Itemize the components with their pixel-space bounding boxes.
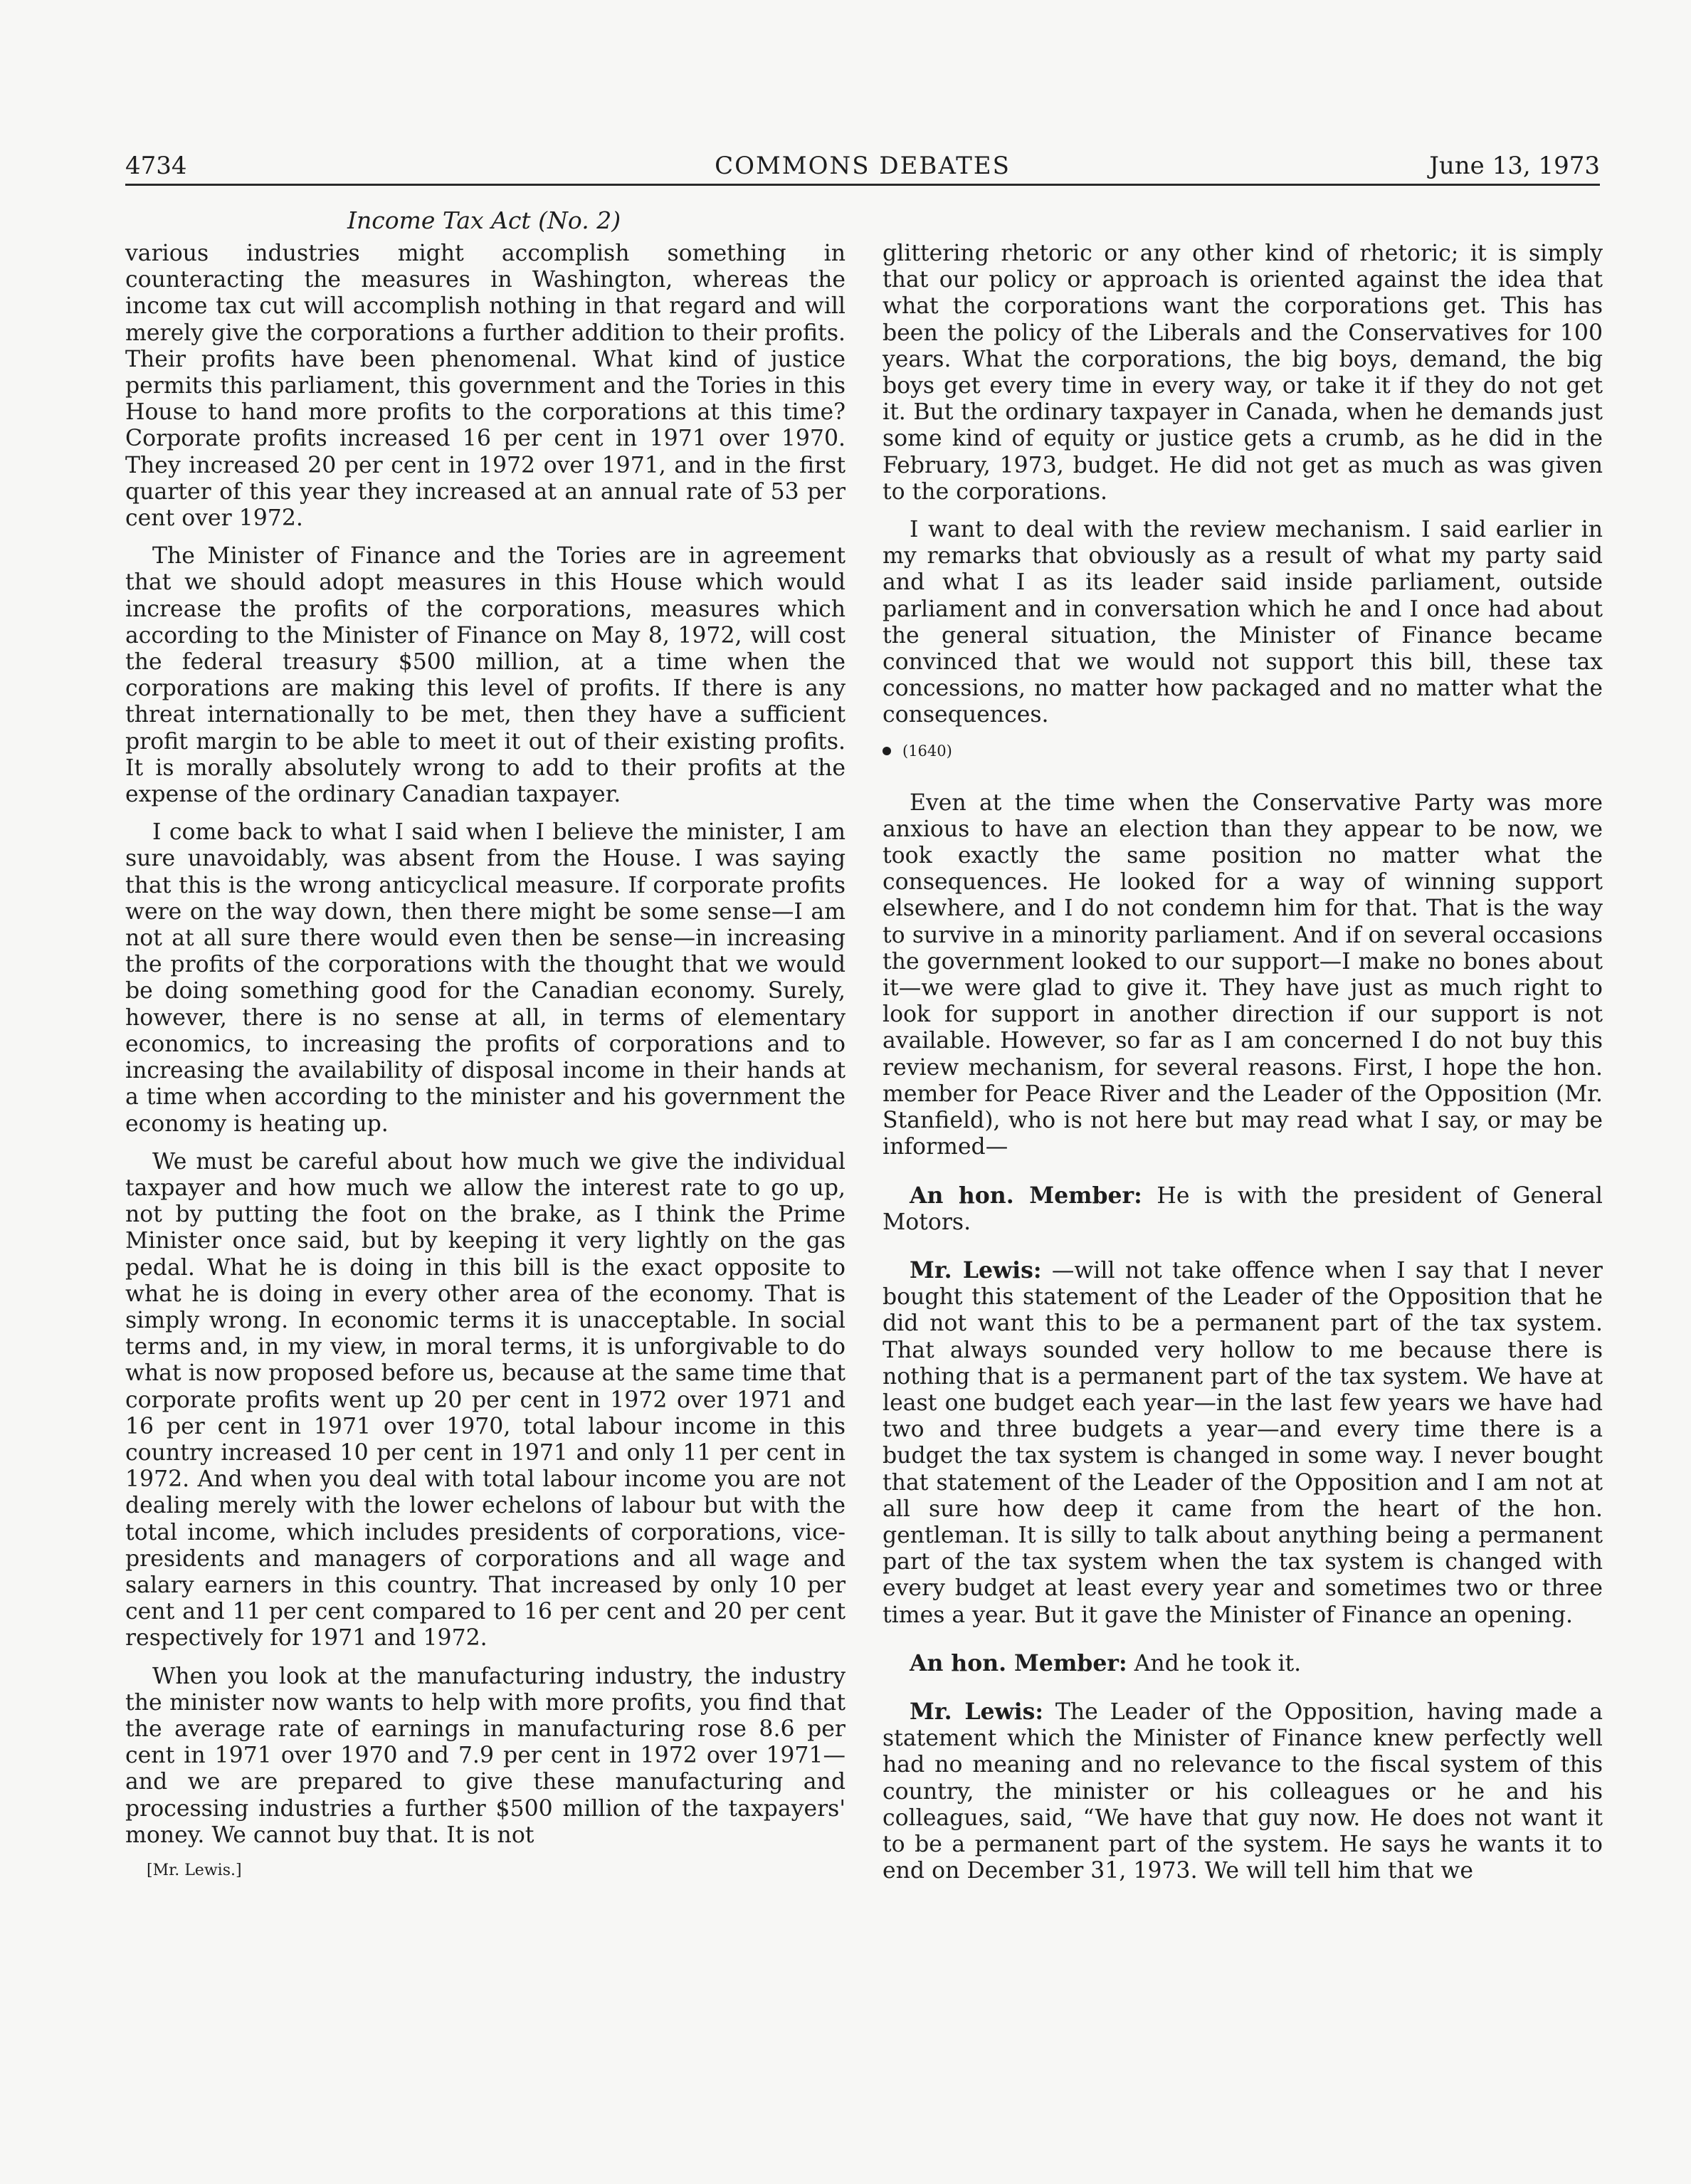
page-number: 4734 [125, 152, 187, 180]
speech-exchange [883, 1257, 1603, 1629]
paragraph: We must be careful about how much we give the individual taxpayer and how much we allow the interest rate to go up, not by putting the foot on the brake, as I think the Prime Minister once said, but by keeping it very lightly on the gas pedal. What he is doing in this bill is the exact opposite to what he is doing in every other area of the economy. That is simply wrong. In economic terms it is unacceptable. In social terms and, in my view, in moral terms, it is unforgivable to do what is now proposed before us, because at the same time that corporate profits went up 20 per cent in 1972 over 1971 and 16 per cent in 1971 over 1970, total labour income in this country increased 10 per cent in 1971 and only 11 per cent in 1972. And when you deal with total labour income you are not dealing merely with the lower echelons of labour but with the total income, which includes presidents of corporations, vice-presidents and managers of corporations and all wage and salary earners in this country. That increased by only 10 per cent and 11 per cent compared to 16 per cent and 20 per cent respectively for 1971 and 1972. [125, 1148, 846, 1652]
speaker-name: An hon. Member: [910, 1649, 1127, 1676]
paragraph: various industries might accomplish something in counteracting the measures in Washington, whereas the income tax cut will accomplish nothing in that regard and will merely give the corporations a further addition to their profits. Their profits have been phenomenal. What kind of justice permits this parliament, this government and the Tories in this House to hand more profits to the corporations at this time? Corporate profits increased 16 per cent in 1971 over 1970. They increased 20 per cent in 1972 over 1971, and in the first quarter of this year they increased at an annual rate of 53 per cent over 1972. [125, 241, 846, 532]
speech-exchange [883, 1650, 1603, 1677]
speaker-name: Mr. Lewis: [910, 1698, 1043, 1725]
speech-exchange [883, 1182, 1603, 1236]
right-column [883, 241, 1603, 1906]
speech-exchange [883, 1699, 1603, 1884]
paragraph: I want to deal with the review mechanism. I said earlier in my remarks that obviously as a result of what my party said and what I as its leader said inside parliament, outside parliament and in conversation which he and I once had about the general situation, the Minister of Finance became convinced that we would not support this bill, these tax concessions, no matter how packaged and no matter what the consequences. [883, 517, 1603, 728]
speech-text: The Leader of the Opposition, having made a statement which the Minister of Finance knew perfectly well had no meaning and no relevance to the fiscal system of this country, the minister or his colleagues or he and his colleagues, said, “We have that guy now. He does not want it to be a permanent part of the system. He says he wants it to end on December 31, 1973. We will tell him that we [883, 1699, 1603, 1884]
speaker-attribution: [Mr. Lewis.] [147, 1861, 242, 1879]
speech-text: And he took it. [1134, 1650, 1302, 1676]
paragraph: glittering rhetoric or any other kind of rhetoric; it is simply that our policy or approach is oriented against the idea that what the corporations want the corporations get. This has been the policy of the Liberals and the Conservatives for 100 years. What the corporations, the big boys, demand, the big boys get every time in every way, or take it if they do not get it. But the ordinary taxpayer in Canada, when he demands just some kind of equity or justice gets a crumb, as he did in the February, 1973, budget. He did not get as much as was given to the corporations. [883, 241, 1603, 505]
left-column [125, 241, 846, 1881]
speech-text: He is with the president of General Motors. [883, 1182, 1603, 1235]
speaker-name: Mr. Lewis: [910, 1256, 1042, 1283]
speaker-name: An hon. Member: [910, 1182, 1142, 1209]
time-marker [883, 740, 1603, 762]
paragraph: When you look at the manufacturing industry, the industry the minister now wants to help with more profits, you find that the average rate of earnings in manufacturing rose 8.6 per cent in 1971 over 1970 and 7.9 per cent in 1972 over 1971—and we are prepared to give these manufacturing and processing industries a further $500 million of the taxpayers' money. We cannot buy that. It is not [125, 1663, 846, 1848]
paragraph: Even at the time when the Conservative Party was more anxious to have an election than they appear to be now, we took exactly the same position no matter what the consequences. He looked for a way of winning support elsewhere, and I do not condemn him for that. That is the way to survive in a minority parliament. And if on several occasions the government looked to our support—I make no bones about it—we were glad to give it. They have just as much right to look for support in another direction if our support is not available. However, so far as I am concerned I do not buy this review mechanism, for several reasons. First, I hope the hon. member for Peace River and the Leader of the Opposition (Mr. Stanfield), who is not here but may read what I say, or may be informed— [883, 789, 1603, 1160]
paragraph: I come back to what I said when I believe the minister, I am sure unavoidably, was absent from the House. I was saying that this is the wrong anticyclical measure. If corporate profits were on the way down, then there might be some sense—I am not at all sure there would even then be sense—in increasing the profits of the corporations with the thought that we would be doing something good for the Canadian economy. Surely, however, there is no sense at all, in terms of elementary economics, to increasing the profits of corporations and to increasing the availability of disposal income in their hands at a time when according to the minister and his government the economy is heating up. [125, 819, 846, 1137]
speech-text: —will not take offence when I say that I never bought this statement of the Leader of the Opposition that he did not want this to be a permanent part of the tax system. That always sounded very hollow to me because there is nothing that is a permanent part of the tax system. We have at least one budget each year—in the last few years we have had two and three budgets a year—and every time there is a budget the tax system is changed in some way. I never bought that statement of the Leader of the Opposition and I am not at all sure how deep it came from the heart of the hon. gentleman. It is silly to talk about anything being a permanent part of the tax system when the tax system is changed with every budget at least every year and sometimes two or three times a year. But it gave the Minister of Finance an opening. [883, 1257, 1603, 1628]
time-marker-label: (1640) [902, 742, 952, 760]
page-header [125, 151, 1600, 186]
section-subheading: Income Tax Act (No. 2) [347, 206, 621, 234]
bullet-icon [883, 747, 891, 755]
publication-date: June 13, 1973 [1429, 152, 1600, 180]
publication-title: COMMONS DEBATES [715, 152, 1011, 180]
paragraph: The Minister of Finance and the Tories are in agreement that we should adopt measures in this House which would increase the profits of the corporations, measures which according to the Minister of Finance on May 8, 1972, will cost the federal treasury $500 million, at a time when the corporations are making this level of profits. If there is any threat internationally to be met, then they have a sufficient profit margin to be able to meet it out of their existing profits. It is morally absolutely wrong to add to their profits at the expense of the ordinary Canadian taxpayer. [125, 543, 846, 808]
